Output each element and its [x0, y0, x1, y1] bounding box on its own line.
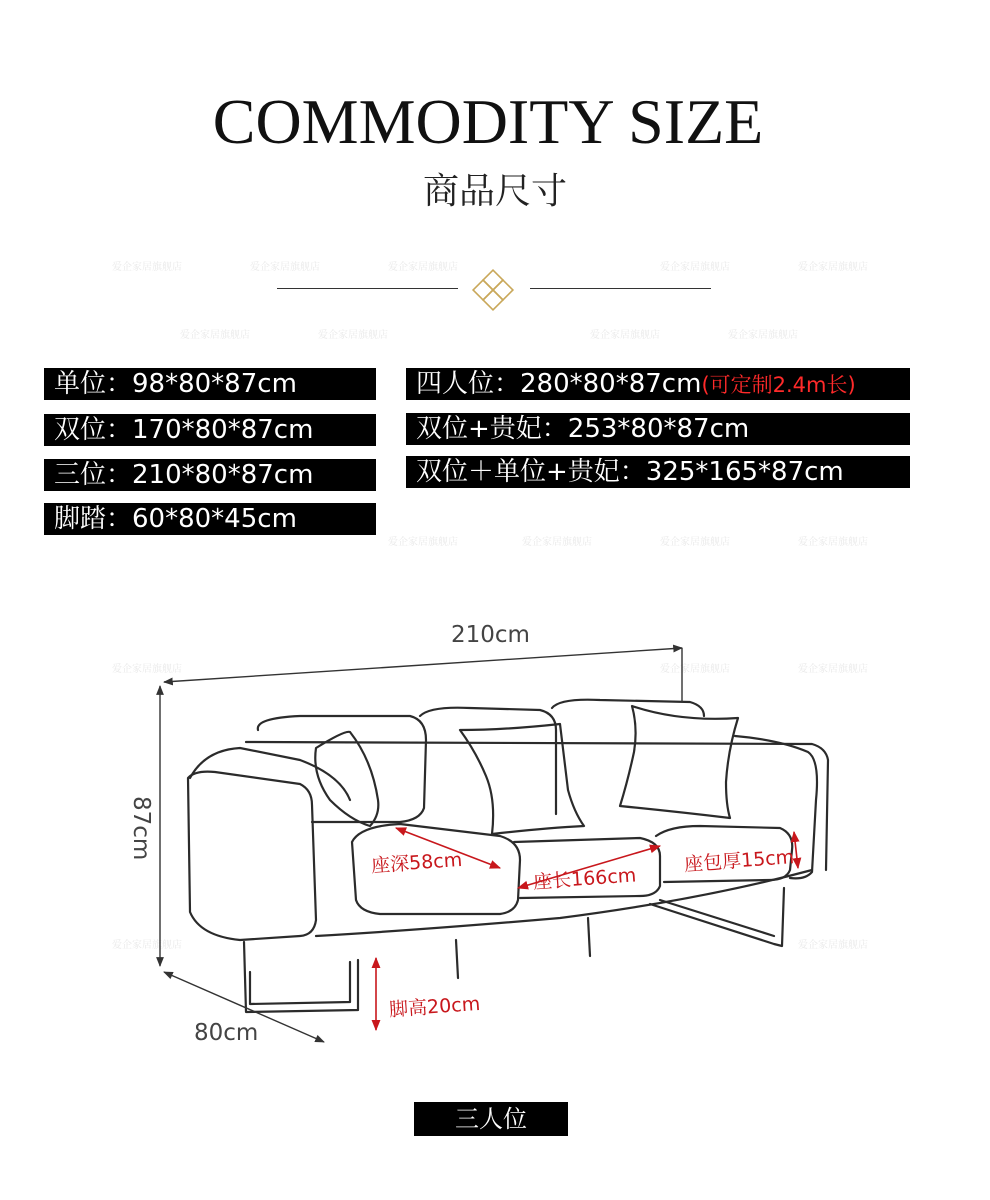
leg-center-back [588, 918, 590, 956]
leg-height-label: 脚高20cm [388, 992, 481, 1022]
spec-size: 98*80*87cm [132, 369, 297, 399]
leg-center [456, 940, 458, 978]
spec-label: 双位＋单位+贵妃： [416, 457, 646, 487]
left-arm-front [188, 772, 316, 940]
spec-label: 三位： [54, 460, 133, 490]
spec-three-seat [44, 459, 376, 491]
pillow-right [620, 706, 738, 818]
spec-size: 60*80*45cm [132, 504, 297, 534]
watermark: 爱企家居旗舰店 [660, 664, 730, 675]
seat-depth-label: 座深58cm [370, 848, 463, 878]
divider-left [277, 288, 458, 289]
seat-length-label: 座长166cm [532, 864, 637, 894]
cushion-thickness-label: 座包厚15cm [683, 846, 795, 876]
watermark: 爱企家居旗舰店 [798, 537, 868, 548]
spec-size: 280*80*87cm [520, 369, 702, 399]
watermark: 爱企家居旗舰店 [728, 330, 798, 341]
pillow-left [315, 732, 378, 826]
spec-two-seat-chaise [406, 413, 910, 445]
spec-size: 253*80*87cm [567, 414, 750, 444]
spec-size: 210*80*87cm [132, 460, 314, 490]
watermark: 爱企家居旗舰店 [590, 330, 660, 341]
pillow-center [460, 724, 584, 834]
divider-right [530, 288, 711, 289]
cushion-thickness-line [794, 832, 798, 868]
spec-label: 四人位： [416, 369, 521, 399]
width-label: 210cm [451, 622, 530, 648]
dimension-lines [160, 648, 682, 1042]
spec-single-seat [44, 368, 376, 400]
spec-label: 双位+贵妃： [416, 414, 568, 444]
watermark: 爱企家居旗舰店 [388, 262, 458, 273]
watermark: 爱企家居旗舰店 [798, 262, 868, 273]
spec-footstool [44, 503, 376, 535]
depth-label: 80cm [194, 1020, 259, 1046]
model-badge: 三人位 [414, 1102, 568, 1136]
knot-ornament-icon [471, 268, 515, 312]
custom-length-note: (可定制2.4m长) [701, 373, 856, 397]
page-title: COMMODITY SIZE [212, 86, 764, 157]
watermark: 爱企家居旗舰店 [798, 940, 868, 951]
height-label: 87cm [128, 796, 154, 861]
watermark: 爱企家居旗舰店 [318, 330, 388, 341]
watermark: 爱企家居旗舰店 [660, 262, 730, 273]
watermark: 爱企家居旗舰店 [112, 262, 182, 273]
spec-size: 325*165*87cm [645, 457, 844, 487]
spec-sectional [406, 456, 910, 488]
back-cushion-middle [420, 708, 556, 814]
watermark: 爱企家居旗舰店 [112, 940, 182, 951]
width-dimension-line [164, 648, 682, 682]
spec-four-seat [406, 368, 910, 400]
watermark: 爱企家居旗舰店 [522, 537, 592, 548]
spec-label: 脚踏： [54, 504, 133, 534]
back-cushion-left [258, 716, 426, 822]
leg-front-left-inner [250, 962, 350, 1004]
watermark: 爱企家居旗舰店 [112, 664, 182, 675]
watermark: 爱企家居旗舰店 [180, 330, 250, 341]
spec-size: 170*80*87cm [132, 415, 314, 445]
watermark: 爱企家居旗舰店 [250, 262, 320, 273]
spec-label: 单位： [54, 369, 133, 399]
watermark: 爱企家居旗舰店 [798, 664, 868, 675]
watermark: 爱企家居旗舰店 [660, 537, 730, 548]
watermark: 爱企家居旗舰店 [388, 537, 458, 548]
spec-label: 双位： [54, 415, 133, 445]
leg-right-inner [660, 900, 774, 936]
spec-two-seat [44, 414, 376, 446]
back-cushion-right [552, 700, 704, 716]
page-subtitle: 商品尺寸 [422, 171, 567, 212]
